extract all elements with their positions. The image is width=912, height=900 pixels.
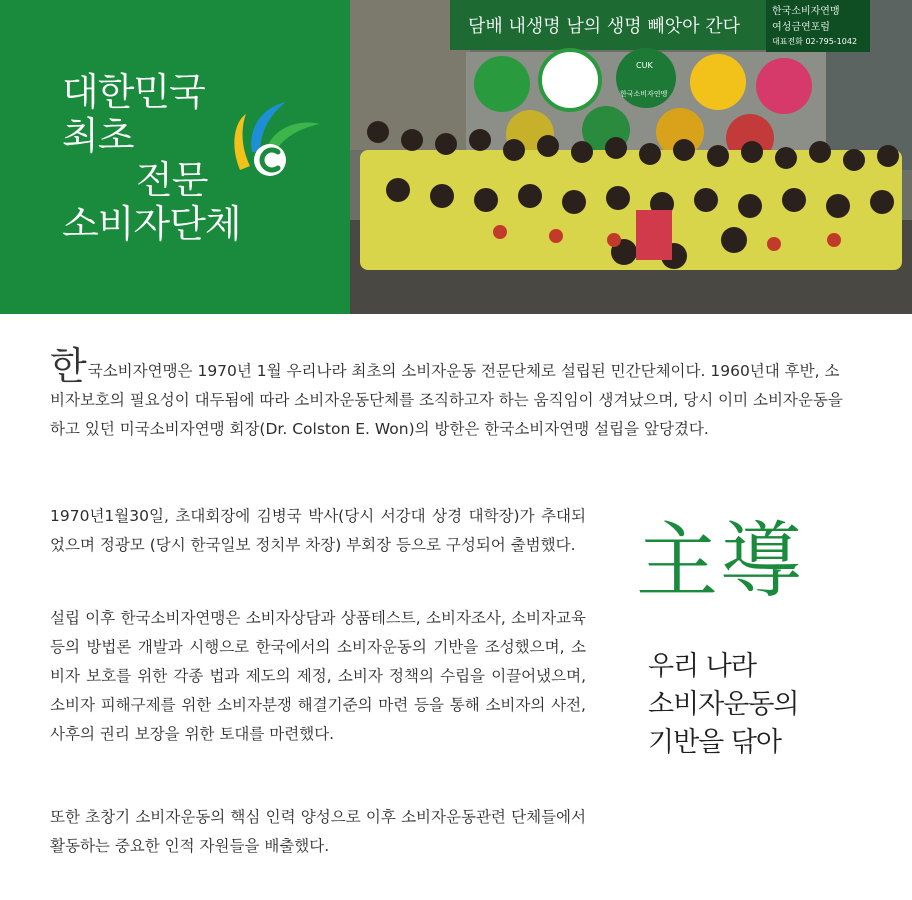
group-photo-illustration — [350, 0, 912, 314]
achievements-paragraph: 설립 이후 한국소비자연맹은 소비자상담과 상품테스트, 소비자조사, 소비자교육 등의 방법론 개발과 시행으로 한국에서의 소비자운동의 기반을 조성했으며, 소비자 보호를 위한 각종 법과 제도의 제정, 소비자 정책의 수립을 이끌어냈으며, 소비자 피해구제를 위한 소비자분쟁 해결기준의 마련 등을 통해 소비자의 사전, 사후의 권리 보장을 위한 토대를 마련했다. — [50, 609, 586, 743]
tagline-line-2: 소비자운동의 — [648, 689, 799, 720]
founding-paragraph: 1970년1월30일, 초대회장에 김병국 박사(당시 서강대 상경 대학장)가 추대되었으며 정광모 (당시 한국일보 정치부 차장) 부회장 등으로 구성되어 출범했다. — [50, 507, 586, 554]
consumer-federation-logo-icon — [226, 100, 322, 188]
intro-paragraph — [50, 344, 850, 444]
headline-line-3: 전문 — [136, 158, 208, 202]
top-banner — [0, 0, 912, 314]
photo-disc-org: 한국소비자연맹 — [620, 90, 668, 98]
photo-sign-org2: 여성금연포럼 — [772, 22, 830, 33]
headline — [62, 70, 241, 246]
intro-text: 국소비자연맹은 1970년 1월 우리나라 최초의 소비자운동 전문단체로 설립된 민간단체이다. 1960년대 후반, 소비자보호의 필요성이 대두됨에 따라 소비자운동단체를 조직하고자 하는 움직임이 생겨났으며, 당시 이미 소비자운동을 하고 있던 미국소비자연맹 회장(Dr. Colston E. Won)의 방한은 한국소비자연맹 설립을 앞당겼다. — [50, 362, 843, 438]
photo-sign-org: 한국소비자연맹 — [772, 6, 840, 17]
group-photo — [350, 0, 912, 314]
tagline-line-3: 기반을 닦아 — [648, 727, 781, 758]
tagline-line-1: 우리 나라 — [648, 651, 756, 682]
callout-tagline — [648, 648, 799, 762]
hanja-leading-title: 主導 — [636, 514, 805, 609]
photo-disc-cuk: CUK — [636, 61, 653, 70]
drop-cap: 한 — [50, 344, 87, 388]
photo-sign-phone: 대표전화 02-795-1042 — [772, 37, 858, 46]
headline-line-1: 대한민국 — [62, 70, 205, 114]
human-resources-paragraph: 또한 초창기 소비자운동의 핵심 인력 양성으로 이후 소비자운동관련 단체들에서 활동하는 중요한 인적 자원들을 배출했다. — [50, 808, 586, 855]
photo-sign-slogan: 담배 내생명 남의 생명 빼앗아 간다 — [468, 16, 741, 37]
headline-line-4: 소비자단체 — [62, 202, 241, 246]
green-title-panel — [0, 0, 350, 314]
headline-line-2: 최초 — [62, 114, 134, 158]
